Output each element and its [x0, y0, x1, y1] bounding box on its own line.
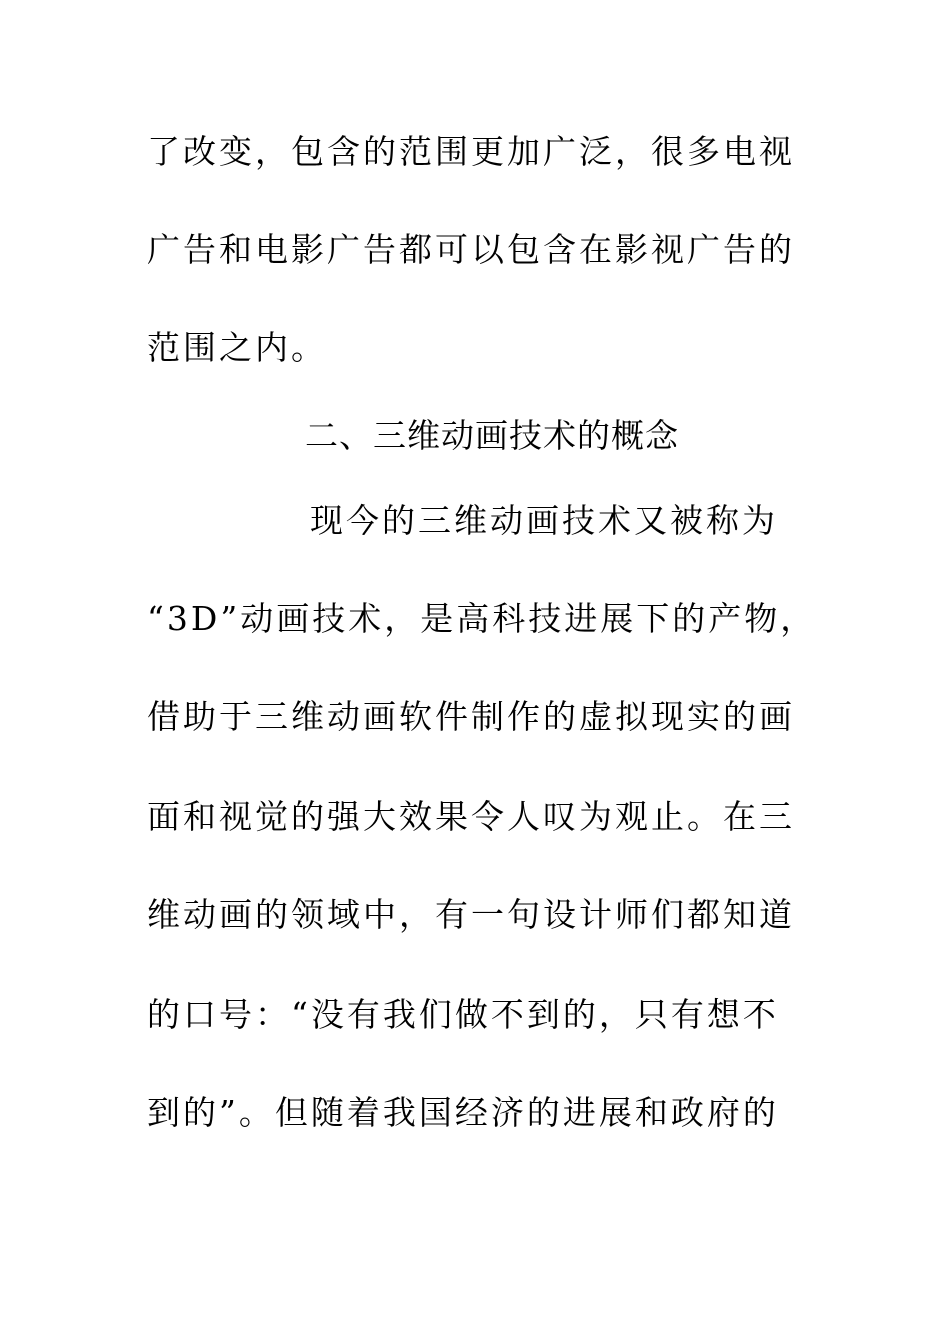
paragraph-line: 范围之内。 [147, 328, 327, 367]
paragraph-line: 面和视觉的强大效果令人叹为观止。在三 [147, 797, 795, 836]
paragraph-line: 现今的三维动画技术又被称为 [310, 501, 778, 540]
paragraph-line: 维动画的领域中，有一句设计师们都知道 [147, 895, 795, 934]
paragraph-line: “3D”动画技术，是高科技进展下的产物， [147, 599, 817, 638]
section-heading: 二、三维动画技术的概念 [305, 416, 679, 455]
paragraph-line: 广告和电影广告都可以包含在影视广告的 [147, 230, 795, 269]
paragraph-line: 到的”。但随着我国经济的进展和政府的 [147, 1093, 779, 1132]
paragraph-line: 了改变，包含的范围更加广泛，很多电视 [147, 132, 795, 171]
paragraph-line: 的口号：“没有我们做不到的，只有想不 [147, 995, 779, 1034]
paragraph-line: 借助于三维动画软件制作的虚拟现实的画 [147, 697, 795, 736]
